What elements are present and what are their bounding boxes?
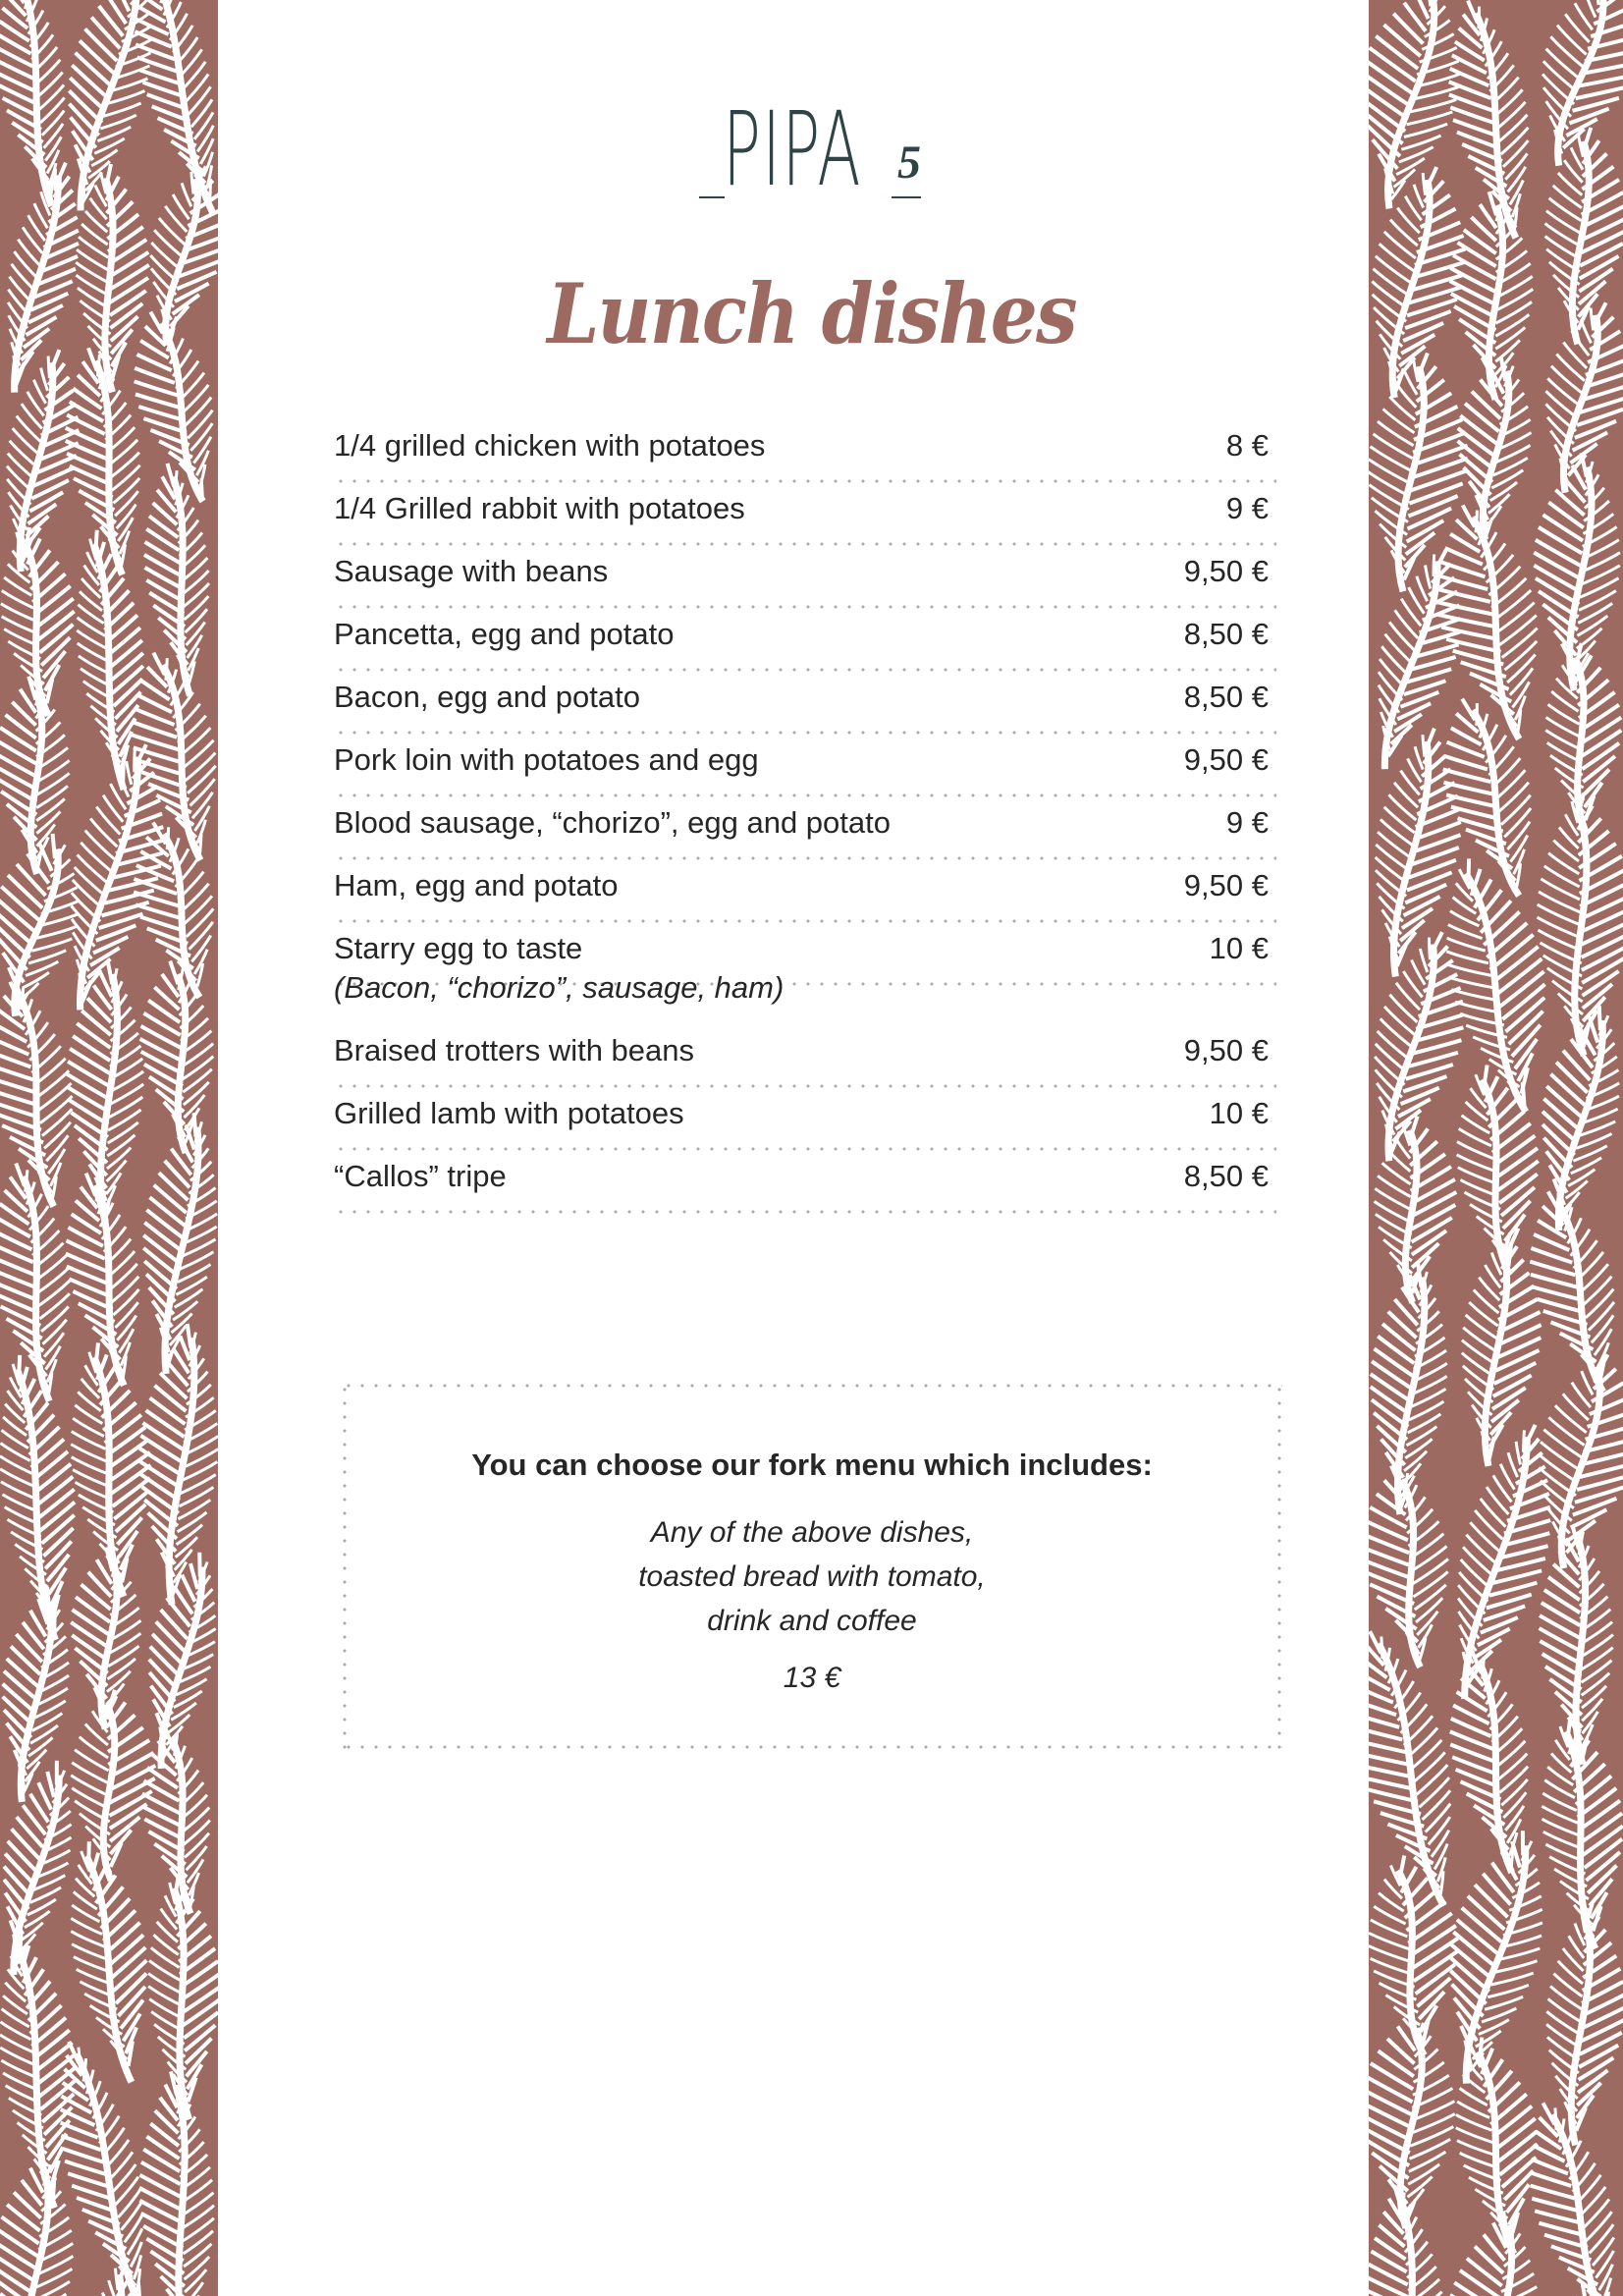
dish-row [334,799,1276,862]
fork-menu-price: 13 € [783,1662,841,1694]
fork-menu-line: Any of the above dishes, [650,1516,974,1549]
dish-price: 9,50 € [1183,742,1269,777]
dish-row [334,1027,1276,1090]
dish-row [334,1153,1276,1216]
dish-name: Pork loin with potatoes and egg [334,742,759,777]
dish-name: Sausage with beans [334,554,609,588]
dish-price: 10 € [1209,1096,1269,1130]
dish-list [334,422,1276,1216]
dish-price: 8,50 € [1183,617,1269,651]
dish-price: 9,50 € [1183,868,1269,902]
dish-name: Braised trotters with beans [334,1033,695,1067]
dish-price: 9,50 € [1183,554,1269,588]
dish-name: Ham, egg and potato [334,868,619,902]
dish-price: 8 € [1225,428,1269,463]
dish-price: 9,50 € [1183,1033,1269,1067]
dish-detail: (Bacon, “chorizo”, sausage, ham) [334,970,784,1005]
dish-row [334,548,1276,611]
dish-row [334,737,1276,799]
dish-price: 10 € [1209,931,1269,965]
dish-row [334,674,1276,737]
dish-price: 8,50 € [1183,1159,1269,1193]
dish-row [334,862,1276,925]
dish-row [334,925,1276,1027]
dish-row [334,1090,1276,1153]
logo-superscript: 5 [897,137,921,189]
fork-menu-heading: You can choose our fork menu which includes: [471,1448,1153,1482]
dish-price: 9 € [1225,491,1269,525]
page-title: Lunch dishes [547,265,1076,362]
fork-menu-line: toasted bread with tomato, [638,1560,986,1593]
dish-row [334,485,1276,548]
dish-name: 1/4 Grilled rabbit with potatoes [334,491,745,525]
logo-dash-right [892,196,921,198]
dish-name: Grilled lamb with potatoes [334,1096,684,1130]
logo-text: PIPA [723,89,862,209]
dish-name: Starry egg to taste [334,931,583,965]
dish-name: Pancetta, egg and potato [334,617,675,651]
fork-menu-includes [342,1510,1282,1643]
dish-name: “Callos” tripe [334,1159,507,1193]
dish-price: 9 € [1225,805,1269,840]
pipa5-logo [687,89,943,246]
dish-price: 8,50 € [1183,680,1269,714]
dish-row [334,611,1276,674]
fork-menu-line: drink and coffee [707,1605,917,1637]
dish-name: Blood sausage, “chorizo”, egg and potato [334,805,891,840]
dish-name: 1/4 grilled chicken with potatoes [334,428,766,463]
fork-menu-box [342,1383,1282,1750]
logo-dash-left [699,196,725,198]
dish-name: Bacon, egg and potato [334,680,640,714]
dish-row [334,422,1276,485]
